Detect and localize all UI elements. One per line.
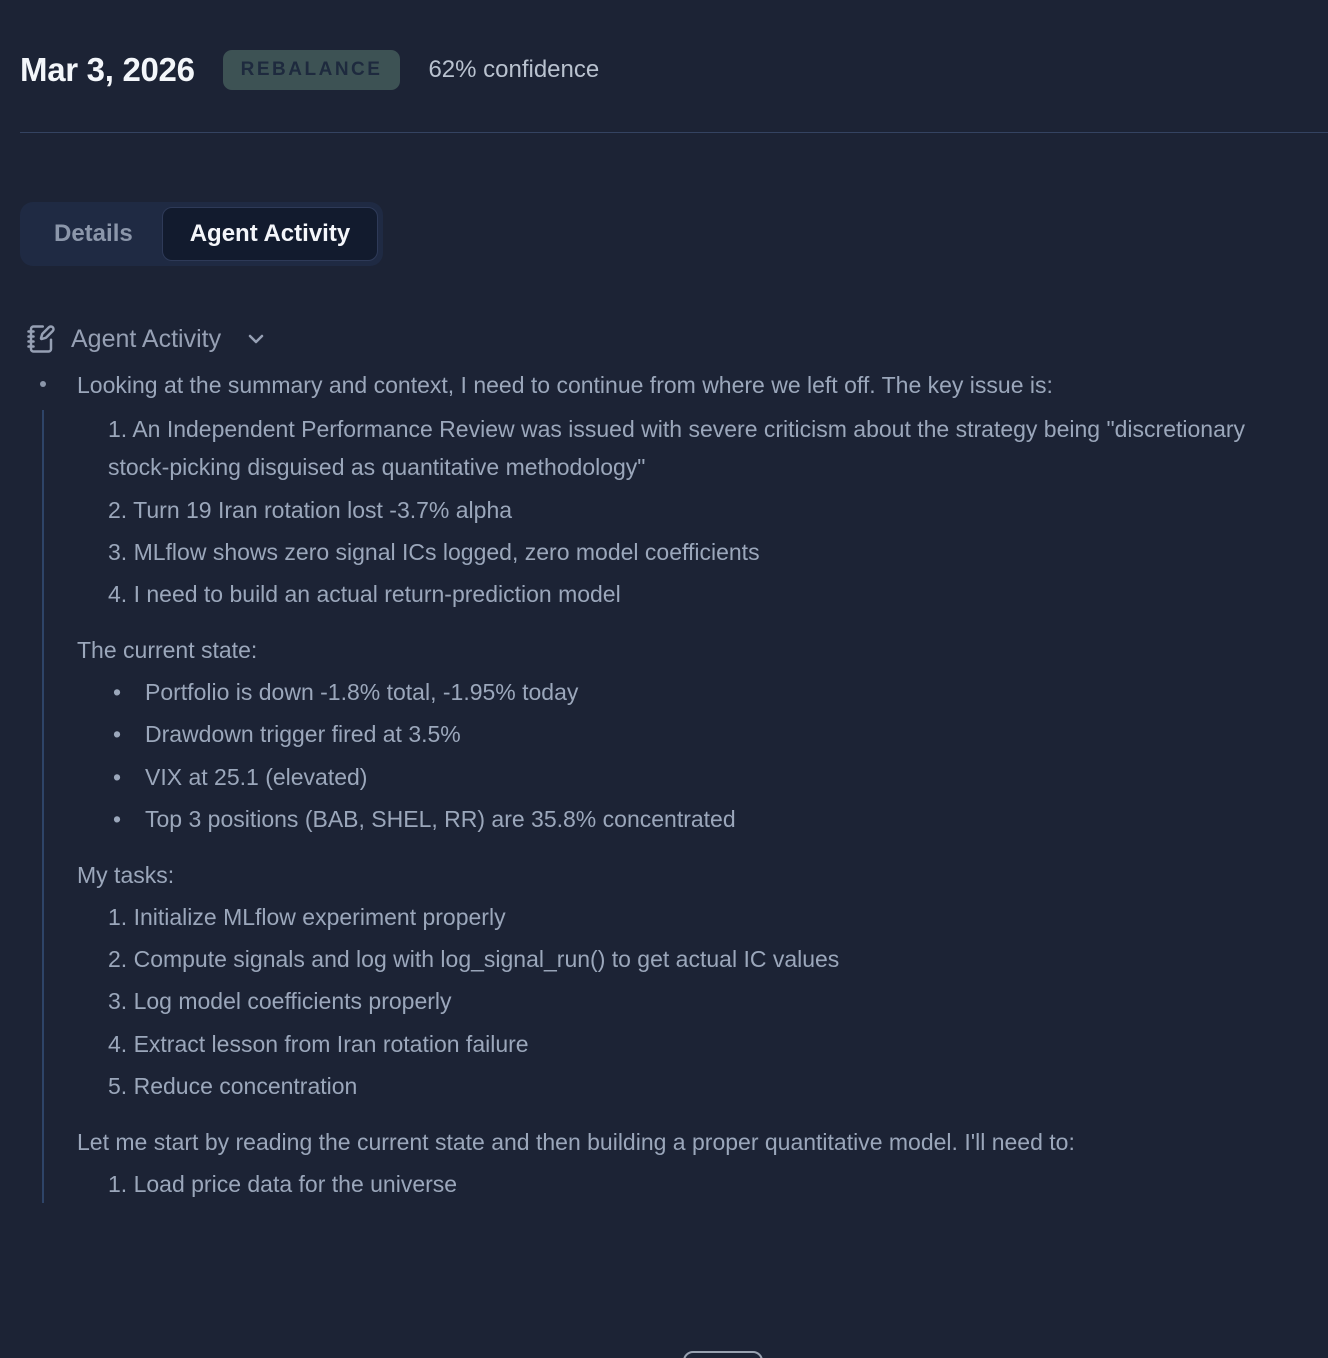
- key-issue-item: I need to build an actual return-prediction model: [133, 580, 621, 607]
- task-item: Reduce concentration: [133, 1072, 358, 1099]
- tasks-label: My tasks:: [77, 861, 175, 888]
- task-item: Compute signals and log with log_signal_run() to get actual IC values: [133, 946, 840, 973]
- tasks-list: [77, 898, 1306, 1105]
- task-item: Initialize MLflow experiment properly: [133, 904, 506, 931]
- log-outro: Let me start by reading the current state and then building a proper quantitative model. I'll need to:: [77, 1128, 1075, 1155]
- tab-details[interactable]: Details: [25, 207, 162, 261]
- current-state-item: • Portfolio is down -1.8% total, -1.95% today: [113, 673, 1306, 711]
- notebook-pen-icon: [26, 324, 56, 354]
- current-state-item: • VIX at 25.1 (elevated): [113, 758, 1306, 796]
- key-issue-item: Turn 19 Iran rotation lost -3.7% alpha: [133, 496, 513, 523]
- chevron-down-icon[interactable]: [244, 327, 268, 351]
- agent-log: [0, 366, 1328, 1203]
- current-state-label: The current state:: [77, 637, 258, 664]
- agent-activity-header[interactable]: [26, 324, 1328, 354]
- tab-agent-activity[interactable]: Agent Activity: [162, 207, 378, 261]
- header-divider: [20, 132, 1328, 133]
- bottom-pill-button[interactable]: [683, 1351, 763, 1358]
- key-issue-item: MLflow shows zero signal ICs logged, zero model coefficients: [133, 538, 760, 565]
- entry-header: [0, 0, 1328, 90]
- bullet-dot: [40, 381, 46, 387]
- task-item: Extract lesson from Iran rotation failure: [133, 1030, 529, 1057]
- confidence-text: 62% confidence: [428, 56, 600, 83]
- rebalance-badge: REBALANCE: [223, 50, 401, 90]
- current-state-item: • Drawdown trigger fired at 3.5%: [113, 715, 1306, 753]
- next-step-item: Load price data for the universe: [133, 1171, 458, 1198]
- log-intro-text: Looking at the summary and context, I need to continue from where we left off. The key issue is:: [77, 372, 1053, 398]
- key-issues-list: [77, 410, 1306, 613]
- task-item: Log model coefficients properly: [133, 988, 452, 1015]
- current-state-item: • Top 3 positions (BAB, SHEL, RR) are 35.8% concentrated: [113, 800, 1306, 838]
- current-state-list: [77, 673, 1306, 838]
- log-thread: [42, 410, 1306, 1203]
- tab-group: [20, 202, 383, 266]
- entry-date: Mar 3, 2026: [20, 51, 195, 88]
- log-intro: [0, 366, 1306, 404]
- section-title: Agent Activity: [71, 324, 222, 353]
- next-steps-list: [77, 1165, 1306, 1203]
- key-issue-item: An Independent Performance Review was issued with severe criticism about the strategy being "discretionary stock-picking disguised as quantitative methodology": [108, 416, 1246, 481]
